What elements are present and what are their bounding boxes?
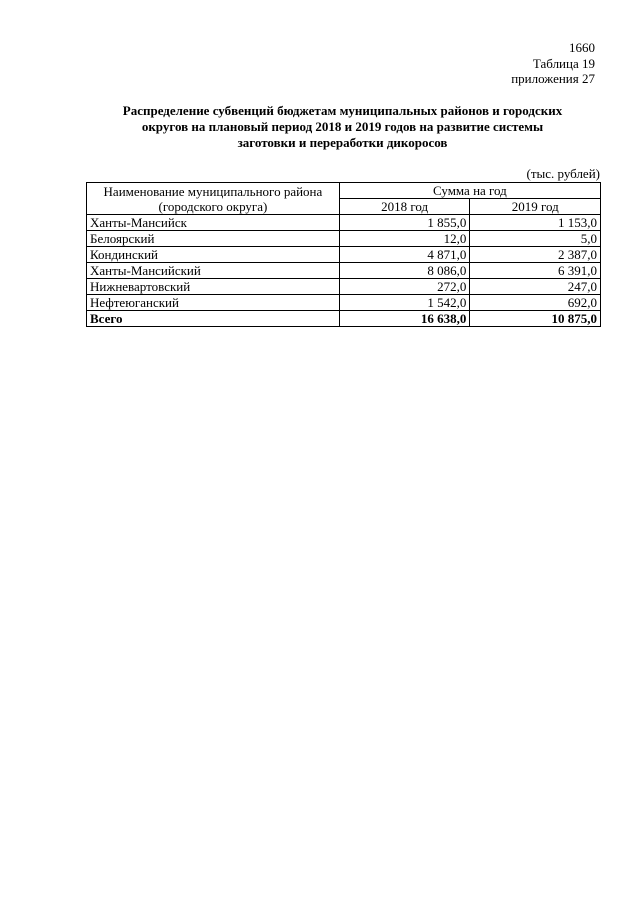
title-line: заготовки и переработки дикоросов [237, 135, 448, 150]
table-reference: Таблица 19 [532, 56, 595, 71]
amount-2019: 5,0 [470, 231, 601, 247]
title-line: округов на плановый период 2018 и 2019 годов на развитие системы [141, 119, 544, 134]
table-row [87, 263, 601, 279]
units-label: (тыс. рублей) [526, 166, 600, 181]
column-header-name-line1: Наименование муниципального района [103, 183, 323, 199]
title-line: Распределение субвенций бюджетам муниципальных районов и городских [122, 103, 563, 118]
amount-2018: 1 855,0 [339, 215, 470, 231]
column-header-sum: Сумма на год [339, 183, 600, 199]
table-row [87, 279, 601, 295]
subvention-table [86, 182, 601, 327]
district-name: Нижневартовский [87, 279, 340, 295]
amount-2019: 247,0 [470, 279, 601, 295]
district-name: Ханты-Мансийск [87, 215, 340, 231]
amount-2018: 1 542,0 [339, 295, 470, 311]
table-row [87, 247, 601, 263]
district-name: Белоярский [87, 231, 340, 247]
appendix-reference: приложения 27 [511, 71, 595, 86]
table-row [87, 215, 601, 231]
amount-2018: 12,0 [339, 231, 470, 247]
amount-2018: 8 086,0 [339, 263, 470, 279]
amount-2019: 1 153,0 [470, 215, 601, 231]
column-header-name [87, 183, 340, 215]
amount-2019: 6 391,0 [470, 263, 601, 279]
header-row [87, 183, 601, 199]
document-title [100, 103, 585, 151]
amount-2019: 2 387,0 [470, 247, 601, 263]
table-row [87, 231, 601, 247]
column-header-2018: 2018 год [339, 199, 470, 215]
amount-2018: 4 871,0 [339, 247, 470, 263]
amount-2019: 692,0 [470, 295, 601, 311]
total-2019: 10 875,0 [470, 311, 601, 327]
total-2018: 16 638,0 [339, 311, 470, 327]
table-row [87, 295, 601, 311]
district-name: Нефтеюганский [87, 295, 340, 311]
total-label: Всего [87, 311, 340, 327]
amount-2018: 272,0 [339, 279, 470, 295]
district-name: Ханты-Мансийский [87, 263, 340, 279]
total-row [87, 311, 601, 327]
column-header-2019: 2019 год [470, 199, 601, 215]
district-name: Кондинский [87, 247, 340, 263]
page-number: 1660 [569, 40, 595, 55]
column-header-name-line2: (городского округа) [158, 198, 268, 214]
